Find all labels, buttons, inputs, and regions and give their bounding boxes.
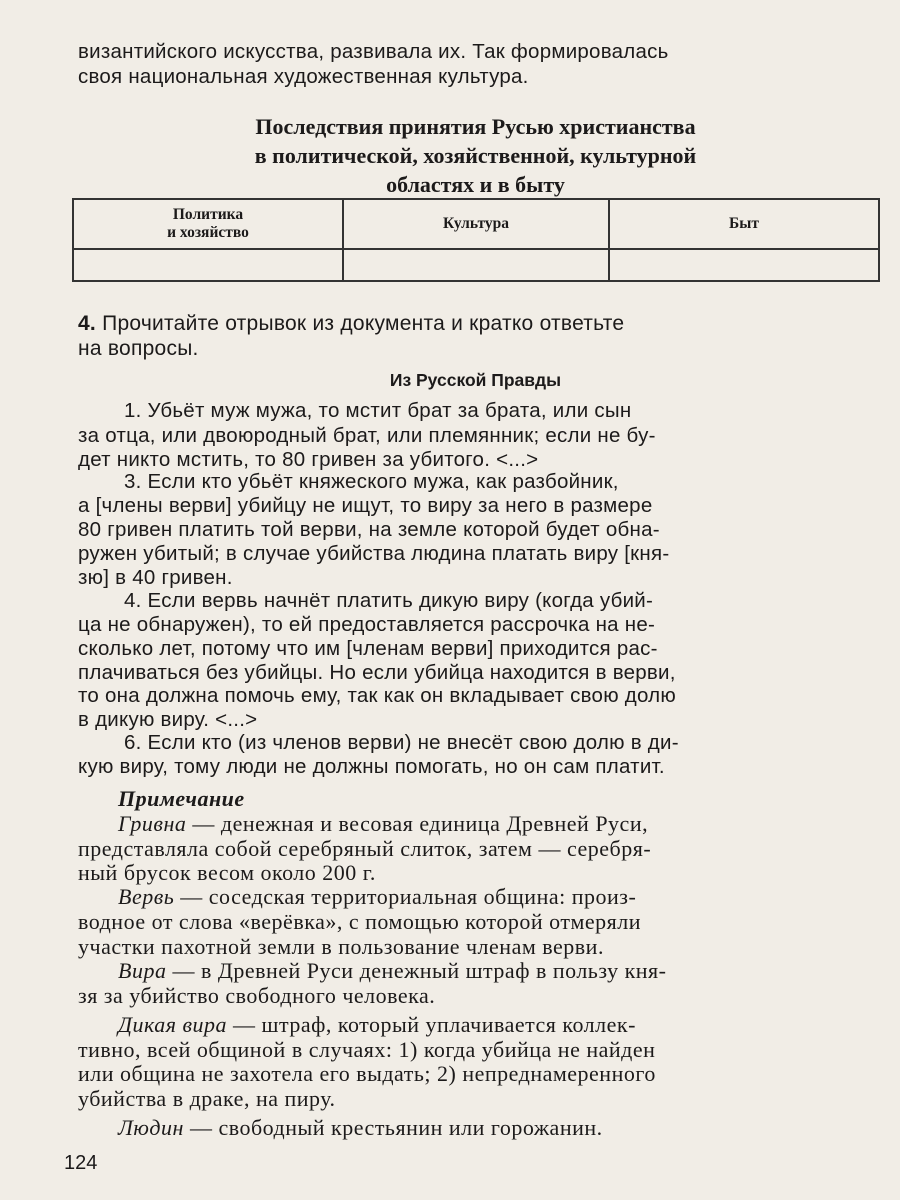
document-line: за отца, или двоюродный брат, или племянник; если не бу- — [78, 424, 656, 447]
note-text: — свободный крестьянин или горожанин. — [183, 1115, 603, 1140]
column-header-line: Культура — [442, 215, 510, 232]
consequences-table — [72, 198, 880, 282]
table-heading-line: областях и в быту — [386, 172, 565, 197]
note-text: — в Древней Руси денежный штраф в пользу кня- — [166, 958, 667, 983]
note-line: ный брусок весом около 200 г. — [78, 860, 376, 885]
document-line: ца не обнаружен), то ей предоставляется рассрочка на не- — [78, 613, 656, 636]
page-number: 124 — [64, 1152, 98, 1174]
note-text: — штраф, который уплачивается коллек- — [227, 1012, 636, 1037]
document-line: 80 гривен платить той верви, на земле которой будет обна- — [78, 518, 660, 541]
intro-line: своя национальная художественная культура. — [78, 65, 529, 88]
document-line: 4. Если вервь начнёт платить дикую виру (когда убий- — [124, 589, 654, 612]
note-line — [78, 958, 873, 984]
note-line: или община не захотела его выдать; 2) непреднамеренного — [78, 1061, 656, 1086]
document-line: 3. Если кто убьёт княжеского мужа, как разбойник, — [124, 470, 619, 493]
document-line: кую виру, тому люди не должны помогать, но он сам платит. — [78, 755, 665, 778]
table-cell[interactable] — [73, 249, 343, 281]
document-line: 1. Убьёт муж мужа, то мстит брат за брата, или сын — [124, 399, 632, 422]
document-line: плачиваться без убийцы. Но если убийца находится в верви, — [78, 661, 676, 684]
column-header-line: Политика — [172, 206, 244, 223]
document-line: в дикую виру. <...> — [78, 708, 258, 731]
note-text: — соседская территориальная община: произ- — [174, 884, 637, 909]
note-line: водное от слова «верёвка», с помощью которой отмеряли — [78, 909, 642, 934]
note-line — [78, 884, 873, 910]
column-header-line: и хозяйство — [167, 224, 249, 241]
column-header-line: Быт — [729, 215, 759, 232]
table-cell[interactable] — [609, 249, 879, 281]
document-line: то она должна помочь ему, так как он вкладывает свою долю — [78, 684, 677, 707]
document-line: а [члены верви] убийцу не ищут, то виру за него в размере — [78, 494, 653, 517]
document-line: ружен убитый; в случае убийства людина платать виру [кня- — [78, 542, 670, 565]
note-line: представляла собой серебряный слиток, затем — серебря- — [78, 836, 652, 861]
task-line — [78, 312, 873, 336]
note-line: тивно, всей общиной в случаях: 1) когда убийца не найден — [78, 1037, 656, 1062]
table-heading-line: Последствия принятия Русью христианства — [255, 114, 696, 139]
column-header-culture — [343, 199, 609, 249]
note-term: Людин — [118, 1115, 184, 1140]
intro-line: византийского искусства, развивала их. Так формировалась — [78, 40, 669, 63]
column-header-daily-life — [609, 199, 879, 249]
note-line: участки пахотной земли в пользование членам верви. — [78, 934, 604, 959]
note-term: Дикая вира — [118, 1012, 228, 1037]
note-line — [78, 1115, 873, 1141]
task-number: 4. — [78, 312, 97, 335]
note-text: — денежная и весовая единица Древней Руси, — [186, 811, 649, 836]
table-header-row — [73, 199, 879, 249]
table-row — [73, 249, 879, 281]
note-term: Вервь — [118, 884, 175, 909]
task-line: на вопросы. — [78, 337, 199, 360]
table-heading-line: в политической, хозяйственной, культурной — [254, 143, 697, 168]
document-line: дет никто мстить, то 80 гривен за убитого. <...> — [78, 448, 539, 471]
table-cell[interactable] — [343, 249, 609, 281]
note-term: Вира — [118, 958, 167, 983]
task-text: Прочитайте отрывок из документа и кратко ответьте — [102, 312, 625, 335]
note-line — [78, 1012, 873, 1038]
source-title: Из Русской Правды — [389, 370, 562, 390]
table-heading — [78, 112, 873, 199]
note-line: зя за убийство свободного человека. — [78, 983, 436, 1008]
note-line: убийства в драке, на пиру. — [78, 1086, 336, 1111]
document-line: зю] в 40 гривен. — [78, 566, 233, 589]
document-line: 6. Если кто (из членов верви) не внесёт свою долю в ди- — [124, 731, 679, 754]
note-title: Примечание — [118, 786, 245, 811]
note-line — [78, 811, 873, 837]
column-header-politics — [73, 199, 343, 249]
note-term: Гривна — [118, 811, 187, 836]
document-line: сколько лет, потому что им [членам верви] приходится рас- — [78, 637, 658, 660]
